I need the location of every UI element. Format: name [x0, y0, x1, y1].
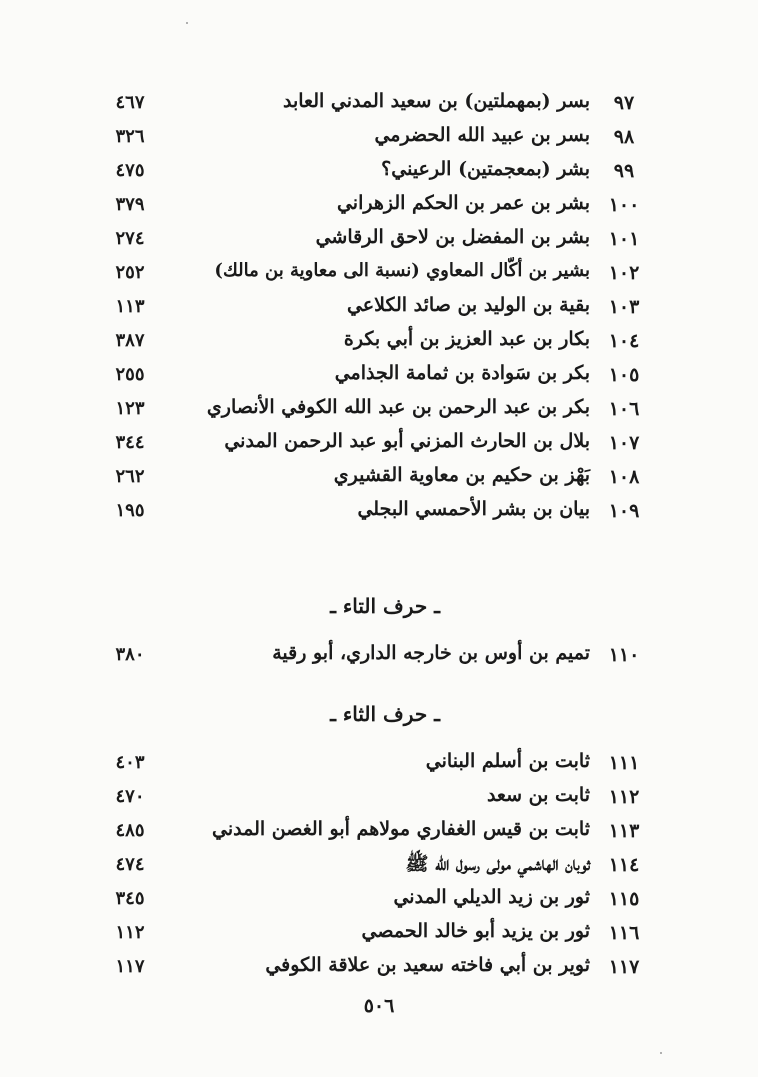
- list-item: [0, 258, 758, 292]
- entry-page: ٤٠٣: [115, 752, 145, 773]
- entry-number: ١٠٦: [608, 398, 640, 420]
- entry-number: ١١٧: [608, 956, 640, 978]
- page-number: ٥٠٦: [363, 995, 395, 1017]
- entry-page: ١٢٣: [115, 398, 145, 419]
- entry-number: ١٠٨: [608, 466, 640, 488]
- entry-number: ١٠٥: [608, 364, 640, 386]
- list-item: [0, 122, 758, 156]
- entry-number: ١٠١: [608, 228, 640, 250]
- entry-name: بيان بن بشر الأحمسي البجلي: [357, 498, 590, 520]
- entry-number: ١٠٩: [608, 500, 640, 522]
- entry-name: ثابت بن أسلم البناني: [425, 750, 590, 772]
- entry-page: ٤٧٤: [115, 854, 145, 875]
- entry-number: ٩٨: [613, 126, 635, 148]
- entry-page: ٤٧٥: [115, 160, 145, 181]
- entry-page: ٣٨٠: [115, 644, 145, 665]
- entry-name: ثابت بن سعد: [486, 784, 590, 806]
- entry-name: بكر بن سَوادة بن ثمامة الجذامي: [334, 362, 590, 384]
- list-item: [0, 782, 758, 816]
- entry-number: ١٠٧: [608, 432, 640, 454]
- list-item: [0, 190, 758, 224]
- entry-page: ١١٢: [115, 922, 145, 943]
- list-item: [0, 156, 758, 190]
- entry-page: ٤٨٥: [115, 820, 145, 841]
- list-item: [0, 884, 758, 918]
- list-item: [0, 640, 758, 674]
- entry-name: ثور بن زيد الديلي المدني: [393, 886, 590, 908]
- list-item: [0, 292, 758, 326]
- section-heading: ـ حرف الثاء ـ: [330, 702, 440, 726]
- list-item: [0, 462, 758, 496]
- entry-name: تميم بن أوس بن خارجه الداري، أبو رقية: [272, 642, 590, 664]
- list-item: [0, 428, 758, 462]
- entry-name: بشر بن المفضل بن لاحق الرقاشي: [315, 226, 590, 248]
- entry-page: ٢٦٢: [115, 466, 145, 487]
- entry-number: ١١٠: [608, 644, 640, 666]
- entry-page: ١١٧: [115, 956, 145, 977]
- entry-page: ١١٣: [115, 296, 145, 317]
- list-item: [0, 850, 758, 884]
- list-item: [0, 496, 758, 530]
- entry-page: ٣٢٦: [115, 126, 145, 147]
- list-item: [0, 88, 758, 122]
- entry-number: ٩٧: [613, 92, 635, 114]
- entry-name: بسر (بمهملتين) بن سعيد المدني العابد: [283, 90, 590, 112]
- entry-page: ٢٥٥: [115, 364, 145, 385]
- list-item: [0, 360, 758, 394]
- entry-name: بكار بن عبد العزيز بن أبي بكرة: [343, 328, 590, 350]
- list-item: [0, 394, 758, 428]
- section-heading: ـ حرف التاء ـ: [330, 594, 440, 618]
- entry-page: ٣٨٧: [115, 330, 145, 351]
- entry-number: ١١١: [608, 752, 640, 774]
- entry-name: بلال بن الحارث المزني أبو عبد الرحمن المدني: [224, 430, 590, 452]
- entry-name: بَهْز بن حكيم بن معاوية القشيري: [333, 464, 590, 486]
- entry-page: ٤٦٧: [115, 92, 145, 113]
- entry-number: ١١٣: [608, 820, 640, 842]
- list-item: [0, 918, 758, 952]
- entry-number: ١١٢: [608, 786, 640, 808]
- entry-name: ثوبان الهاشمي مولى رسول الله ﷺ: [405, 853, 590, 875]
- entry-number: ١٠٣: [608, 296, 640, 318]
- entry-name: بكر بن عبد الرحمن بن عبد الله الكوفي الأنصاري: [206, 396, 590, 418]
- entry-name: بشر (بمعجمتين) الرعيني؟: [381, 158, 590, 180]
- list-item: [0, 326, 758, 360]
- entry-name: بشر بن عمر بن الحكم الزهراني: [336, 192, 590, 214]
- entry-page: ٣٤٥: [115, 888, 145, 909]
- entry-name: بشير بن أكّال المعاوي (نسبة الى معاوية بن مالك): [214, 260, 590, 281]
- entry-name: ثور بن يزيد أبو خالد الحمصي: [361, 920, 590, 942]
- entry-number: ١٠٤: [608, 330, 640, 352]
- entry-page: ١٩٥: [115, 500, 145, 521]
- list-item: [0, 748, 758, 782]
- entry-name: ثوير بن أبي فاخته سعيد بن علاقة الكوفي: [265, 954, 590, 976]
- entry-name: بقية بن الوليد بن صائد الكلاعي: [346, 294, 590, 316]
- list-item: [0, 224, 758, 258]
- scan-speck: [186, 22, 188, 24]
- entry-number: ٩٩: [613, 160, 635, 182]
- entry-page: ٣٧٩: [115, 194, 145, 215]
- entry-page: ٤٧٠: [115, 786, 145, 807]
- list-item: [0, 816, 758, 850]
- list-item: [0, 952, 758, 986]
- entry-page: ٢٧٤: [115, 228, 145, 249]
- scan-speck: [660, 1052, 662, 1054]
- entry-number: ١٠٢: [608, 262, 640, 284]
- entry-number: ١٠٠: [608, 194, 640, 216]
- entry-page: ٢٥٢: [115, 262, 145, 283]
- entry-page: ٣٤٤: [115, 432, 145, 453]
- entry-name: بسر بن عبيد الله الحضرمي: [374, 124, 590, 146]
- entry-number: ١١٥: [608, 888, 640, 910]
- entry-name: ثابت بن قيس الغفاري مولاهم أبو الغصن المدني: [212, 818, 590, 840]
- entry-number: ١١٦: [608, 922, 640, 944]
- entry-number: ١١٤: [608, 854, 640, 876]
